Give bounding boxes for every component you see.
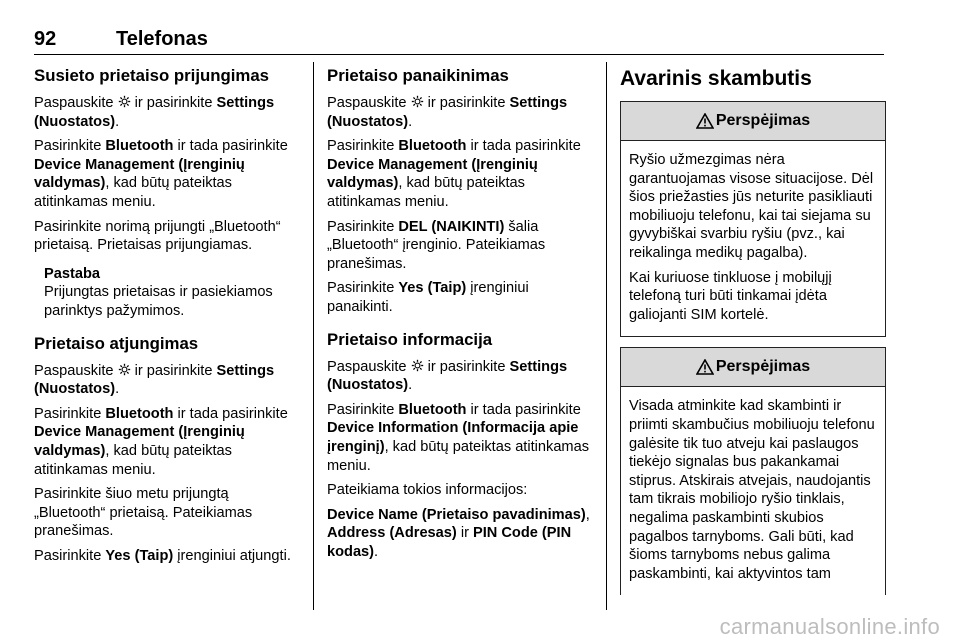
paragraph: Paspauskite ir pasirinkite Settings (Nuostatos).: [34, 362, 275, 398]
section-title: Susieto prietaiso prijungimas: [34, 66, 269, 85]
note-title: Pastaba: [44, 265, 100, 282]
paragraph: Paspauskite ir pasirinkite Settings (Nuostatos).: [327, 95, 568, 130]
section-title: Prietaiso informacija: [327, 329, 493, 349]
warning-header: [621, 348, 885, 387]
chapter-title: Telefonas: [116, 28, 208, 50]
section-title: Prietaiso panaikinimas: [327, 66, 509, 85]
note-block: [44, 265, 296, 321]
paragraph: Device Name (Prietaiso pavadinimas), Address (Adresas) ir PIN Code (PIN kodas).: [327, 506, 590, 560]
warning-triangle-icon: [696, 359, 714, 375]
warning-triangle-icon: [696, 113, 714, 129]
paragraph: Paspauskite ir pasirinkite Settings (Nuostatos).: [34, 95, 275, 130]
paragraph: Pasirinkite Yes (Taip) įrenginiui panaikinti.: [327, 280, 529, 315]
warning-label: Perspėjimas: [715, 111, 811, 129]
paragraph: Pasirinkite Bluetooth ir tada pasirinkite Device Information (Informacija apie įrenginį), kad būtų pateiktas atitinkamas meniu.: [327, 401, 590, 474]
paragraph: Pasirinkite Bluetooth ir tada pasirinkite Device Management (Įrenginių valdymas), kad būtų pateiktas atitinkamas meniu.: [327, 138, 581, 210]
settings-gear-icon: [411, 359, 424, 375]
paragraph: Pasirinkite šiuo metu prijungtą „Bluetooth“ prietaisą. Pateikiamas pranešimas.: [34, 486, 253, 540]
warning-header: [621, 102, 885, 141]
watermark: carmanualsonline.info: [719, 614, 940, 639]
settings-gear-icon: [118, 95, 131, 111]
note-text: Prijungtas prietaisas ir pasiekiamos parinktys pažymimos.: [44, 284, 273, 319]
paragraph: Pasirinkite norimą prijungti „Bluetooth“ prietaisą. Prietaisas prijungiamas.: [34, 218, 281, 254]
page-number: 92: [34, 28, 57, 50]
warning-box: [620, 347, 886, 595]
section-title: Avarinis skambutis: [620, 67, 812, 90]
page-header: [34, 28, 884, 55]
column-middle: [327, 65, 593, 567]
column-divider: [313, 62, 314, 610]
warning-box: [620, 101, 886, 337]
settings-gear-icon: [411, 95, 424, 111]
paragraph: Pateikiama tokios informacijos:: [327, 482, 528, 499]
section-title: Prietaiso atjungimas: [34, 333, 199, 353]
warning-label: Perspėjimas: [715, 358, 811, 376]
settings-gear-icon: [118, 363, 131, 379]
column-left: [34, 65, 296, 571]
column-right: [620, 65, 886, 605]
paragraph: Visada atminkite kad skambinti ir priimti skambučius mobiliuoju telefonu galėsite tik tuo atveju kai paslaugos tiekėjo signalas bus pakankamai stiprus. Atskirais atvejais, naudojantis tam tikrais mobiliojo ryšio tinklais, negalima paskambinti skubios pagalbos tarnyboms. Gali būti, kad šioms tarnyboms nebus galima paskambinti, kai aktyvintos tam: [629, 398, 875, 582]
paragraph: Paspauskite ir pasirinkite Settings (Nuostatos).: [327, 358, 568, 394]
paragraph: Pasirinkite Bluetooth ir tada pasirinkite Device Management (Įrenginių valdymas), kad būtų pateiktas atitinkamas meniu.: [34, 138, 288, 210]
paragraph: Ryšio užmezgimas nėra garantuojamas visose situacijose. Dėl šios priežasties jūs neturite pasikliauti mobiliuoju telefonu, kai tai siejama su gyvybiškai svarbiu ryšiu (pvz., kai reikalinga medikų pagalba).: [629, 152, 874, 261]
paragraph: Pasirinkite Yes (Taip) įrenginiui atjungti.: [34, 547, 291, 564]
column-divider: [606, 62, 607, 610]
paragraph: Kai kuriuose tinkluose į mobilųjį telefoną turi būti tinkamai įdėta galiojanti SIM kortelė.: [629, 269, 832, 323]
paragraph: Pasirinkite DEL (NAIKINTI) šalia „Bluetooth“ įrenginio. Pateikiamas pranešimas.: [327, 218, 546, 272]
paragraph: Pasirinkite Bluetooth ir tada pasirinkite Device Management (Įrenginių valdymas), kad būtų pateiktas atitinkamas meniu.: [34, 405, 288, 478]
warning-body: [621, 387, 885, 595]
warning-body: [621, 141, 885, 336]
